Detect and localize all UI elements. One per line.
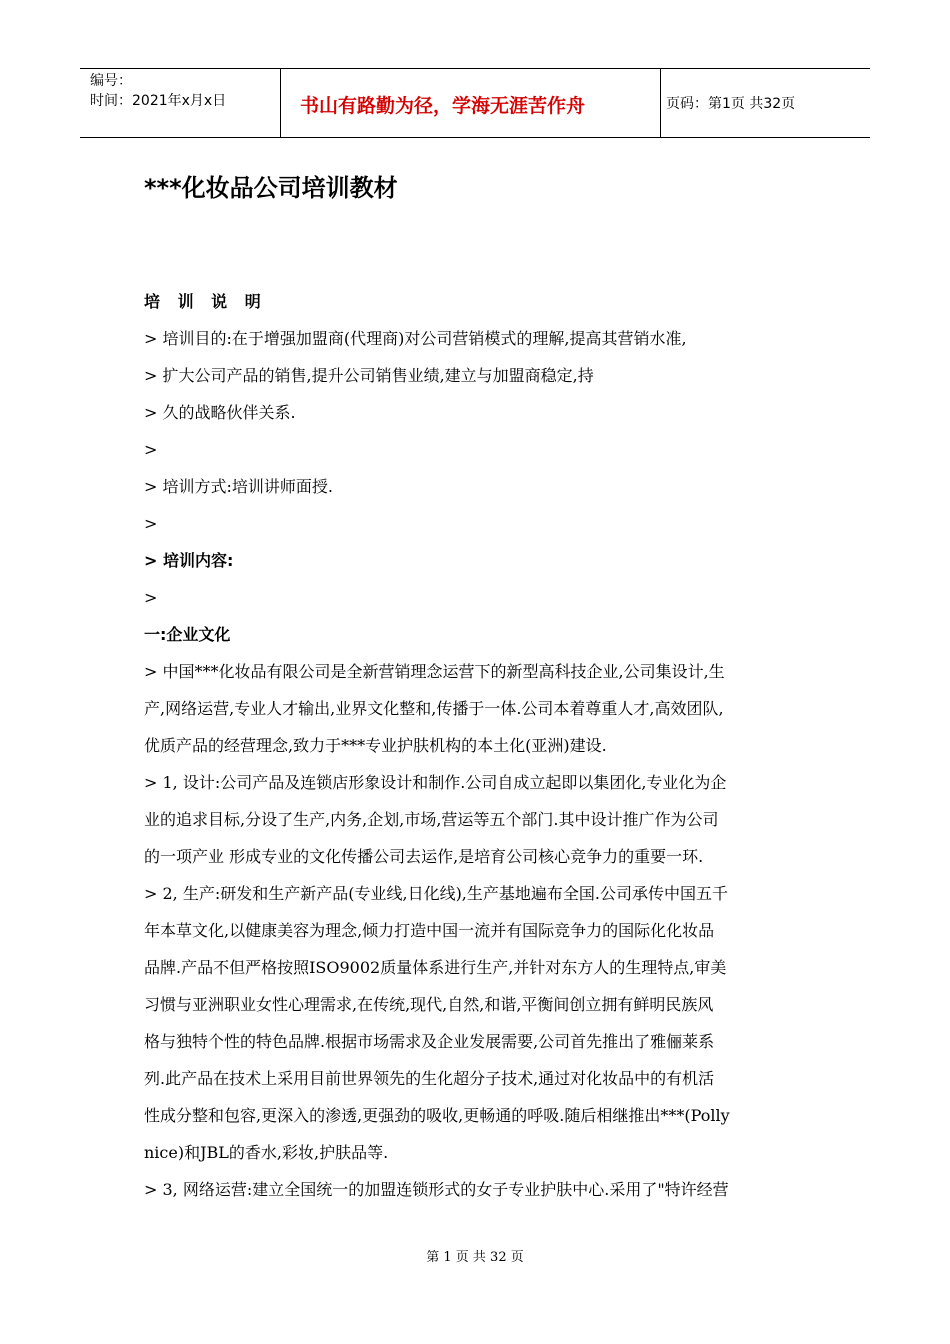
body-line: 格与独特个性的特色品牌.根据市场需求及企业发展需要,公司首先推出了雅俪莱系 bbox=[144, 1032, 715, 1051]
section-heading: 一:企业文化 bbox=[144, 625, 231, 644]
page-footer: 第 1 页 共 32 页 bbox=[426, 1250, 524, 1265]
doc-number-label: 编号： bbox=[90, 73, 132, 89]
body-line: > 1, 设计:公司产品及连锁店形象设计和制作.公司自成立起即以集团化,专业化为企 bbox=[144, 773, 727, 792]
page-header bbox=[80, 68, 870, 138]
body-line: 列.此产品在技术上采用目前世界领先的生化超分子技术,通过对化妆品中的有机活 bbox=[144, 1069, 715, 1088]
header-motto-cell bbox=[280, 69, 661, 137]
body-line: 产,网络运营,专业人才输出,业界文化整和,传播于一体.公司本着尊重人才,高效团队, bbox=[144, 699, 724, 718]
header-motto: 书山有路勤为径，学海无涯苦作舟 bbox=[300, 95, 586, 117]
header-page-cell bbox=[660, 69, 870, 137]
section-heading: > 培训内容: bbox=[144, 551, 234, 570]
body-line: > 培训方式:培训讲师面授. bbox=[144, 477, 333, 496]
header-meta bbox=[80, 69, 281, 137]
body-line: > bbox=[144, 440, 158, 459]
body-line: > bbox=[144, 514, 158, 533]
body-line: 优质产品的经营理念,致力于***专业护肤机构的本土化(亚洲)建设. bbox=[144, 736, 607, 755]
body-line: 的一项产业 形成专业的文化传播公司去运作,是培育公司核心竞争力的重要一环. bbox=[144, 847, 704, 866]
body-line: > 3, 网络运营:建立全国统一的加盟连锁形式的女子专业护肤中心.采用了"特许经营 bbox=[144, 1180, 729, 1199]
body-line: 年本草文化,以健康美容为理念,倾力打造中国一流并有国际竞争力的国际化化妆品 bbox=[144, 921, 715, 940]
body-line: > 扩大公司产品的销售,提升公司销售业绩,建立与加盟商稳定,持 bbox=[144, 366, 594, 385]
body-line: > bbox=[144, 588, 158, 607]
doc-time-label: 时间：2021年x月x日 bbox=[90, 93, 227, 109]
document-title: ***化妆品公司培训教材 bbox=[144, 174, 398, 202]
header-page-info: 页码：第1页 共32页 bbox=[666, 96, 796, 112]
body-line: 性成分整和包容,更深入的渗透,更强劲的吸收,更畅通的呼吸.随后相继推出***(Polly bbox=[144, 1106, 730, 1125]
body-line: nice)和JBL的香水,彩妆,护肤品等. bbox=[144, 1143, 389, 1162]
body-line: 业的追求目标,分设了生产,内务,企划,市场,营运等五个部门.其中设计推广作为公司 bbox=[144, 810, 719, 829]
section-heading: 培 训 说 明 bbox=[144, 292, 267, 311]
body-line: > 中国***化妆品有限公司是全新营销理念运营下的新型高科技企业,公司集设计,生 bbox=[144, 662, 725, 681]
body-line: > 久的战略伙伴关系. bbox=[144, 403, 296, 422]
body-line: > 培训目的:在于增强加盟商(代理商)对公司营销模式的理解,提高其营销水准, bbox=[144, 329, 687, 348]
body-line: > 2, 生产:研发和生产新产品(专业线,日化线),生产基地遍布全国.公司承传中国五千 bbox=[144, 884, 728, 903]
body-line: 习惯与亚洲职业女性心理需求,在传统,现代,自然,和谐,平衡间创立拥有鲜明民族风 bbox=[144, 995, 714, 1014]
body-line: 品牌.产品不但严格按照ISO9002质量体系进行生产,并针对东方人的生理特点,审美 bbox=[144, 958, 727, 977]
document-body bbox=[144, 287, 810, 1212]
